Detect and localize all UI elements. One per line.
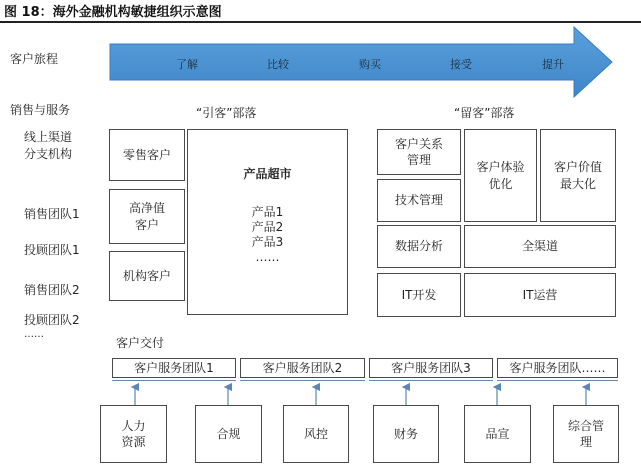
institutional-client-text: 机构客户 bbox=[122, 268, 171, 283]
journey-label: 客户旅程 bbox=[10, 52, 59, 66]
acquire-tribe-title: “引客”部落 bbox=[196, 106, 257, 120]
risk-text: 风控 bbox=[303, 426, 328, 441]
online-branch-label: 线上渠道 分支机构 bbox=[24, 130, 73, 162]
product-list: 产品1 产品2 产品3 …… bbox=[251, 205, 284, 265]
crm-text: 客户关系 管理 bbox=[394, 136, 443, 167]
compliance-box bbox=[195, 405, 262, 463]
journey-stage-2: 比较 bbox=[267, 58, 289, 71]
journey-stage-4: 接受 bbox=[450, 58, 472, 71]
risk-box bbox=[283, 405, 349, 463]
finance-box bbox=[373, 405, 439, 463]
service-team-2-text: 客户服务团队2 bbox=[262, 360, 343, 375]
tech-text: 技术管理 bbox=[394, 193, 443, 208]
advisory-team-2-label: 投顾团队2 bbox=[24, 313, 80, 327]
service-team-1-text: 客户服务团队1 bbox=[134, 360, 214, 375]
finance-text: 财务 bbox=[393, 426, 418, 441]
journey-stage-3: 购买 bbox=[359, 58, 381, 71]
service-team-3-text: 客户服务团队3 bbox=[391, 360, 471, 375]
compliance-text: 合规 bbox=[216, 426, 241, 441]
journey-stage-1: 了解 bbox=[176, 58, 198, 71]
general-mgmt-text: 综合管 理 bbox=[567, 418, 604, 449]
branding-box bbox=[464, 405, 531, 463]
retail-client-text: 零售客户 bbox=[122, 147, 171, 162]
hr-box bbox=[100, 405, 167, 463]
branding-text: 品宣 bbox=[485, 426, 510, 441]
retain-tribe-title: “留客”部落 bbox=[454, 106, 515, 120]
hr-text: 人力 资源 bbox=[121, 418, 146, 449]
sales-team-1-label: 销售团队1 bbox=[24, 207, 80, 221]
hnw-client-text: 高净值 客户 bbox=[128, 201, 165, 232]
journey-stage-5: 提升 bbox=[542, 58, 564, 71]
sales-service-label: 销售与服务 bbox=[10, 103, 71, 117]
it-ops-text: IT运营 bbox=[522, 287, 558, 302]
omni-channel-text: 全渠道 bbox=[521, 239, 558, 254]
it-dev-text: IT开发 bbox=[401, 287, 437, 302]
delivery-label: 客户交付 bbox=[116, 336, 165, 350]
value-text: 客户价值 最大化 bbox=[553, 160, 602, 191]
figure-title: 图 18：海外金融机构敏捷组织示意图 bbox=[4, 5, 222, 20]
service-team-more-text: 客户服务团队…… bbox=[509, 360, 606, 375]
data-analysis-text: 数据分析 bbox=[394, 239, 443, 254]
product-supermarket-title: 产品超市 bbox=[243, 167, 292, 181]
sales-team-2-label: 销售团队2 bbox=[24, 283, 80, 297]
advisory-team-1-label: 投顾团队1 bbox=[24, 243, 80, 257]
general-mgmt-box bbox=[553, 405, 619, 463]
experience-text: 客户体验 优化 bbox=[476, 160, 525, 191]
more-teams-label: …… bbox=[24, 329, 44, 340]
